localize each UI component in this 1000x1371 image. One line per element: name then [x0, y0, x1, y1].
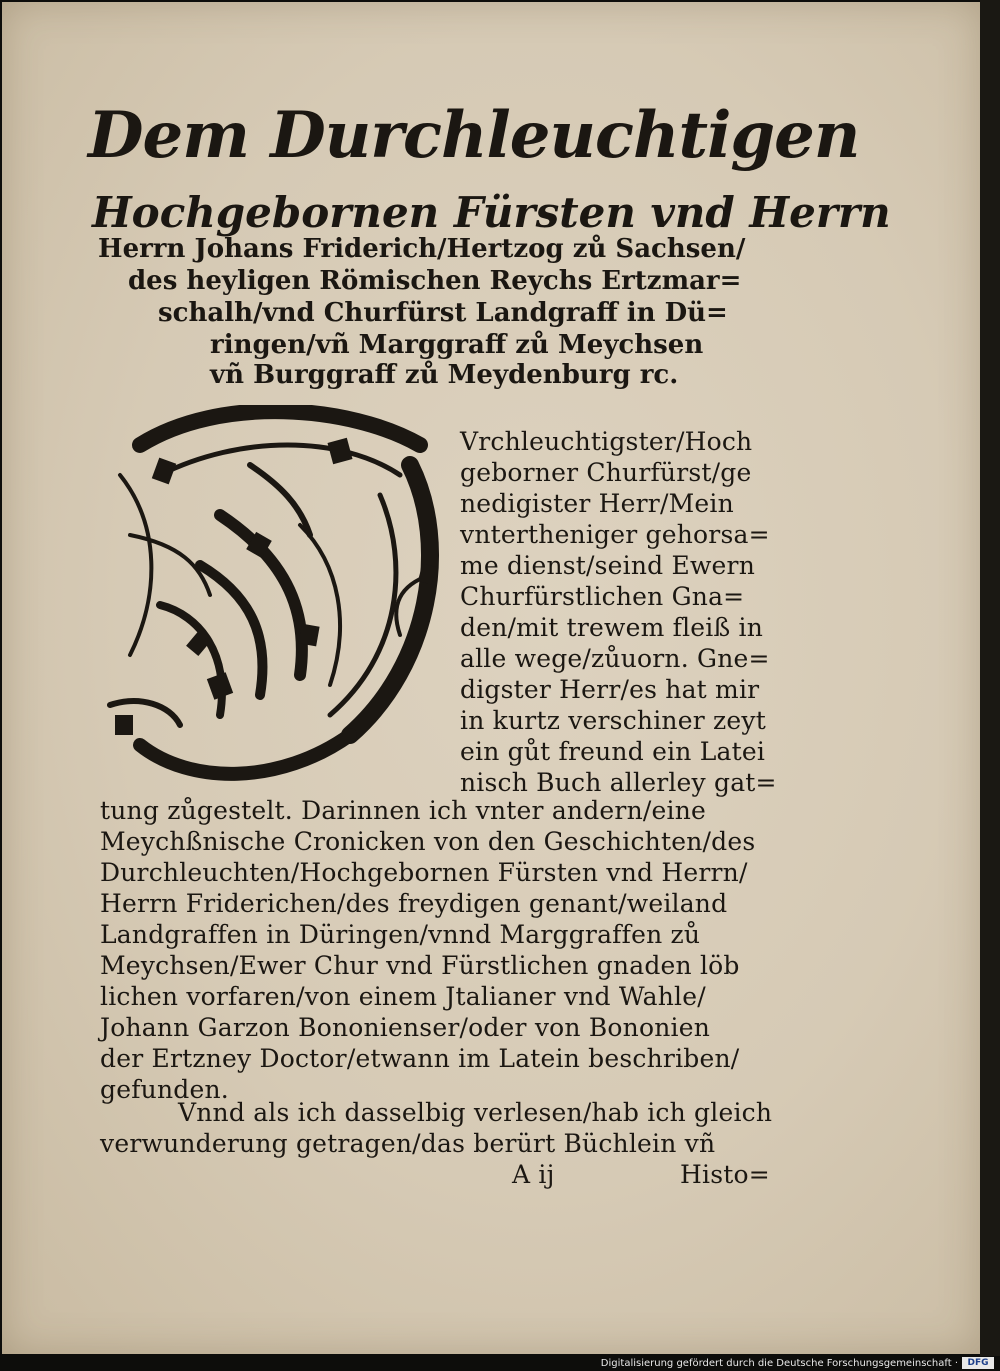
text-line-beside-5: me dienst/seind Ewern [460, 551, 756, 580]
text-line-1: tung zůgestelt. Darinnen ich vnter andern/eine [100, 796, 706, 825]
text-line-3: Durchleuchten/Hochgebornen Fürsten vnd Herrn/ [100, 858, 748, 887]
text-line-beside-4: vntertheniger gehorsa= [460, 520, 770, 549]
text-line-beside-8: alle wege/zůuorn. Gne= [460, 644, 770, 673]
heading-line-2: Hochgebornen Fürsten vnd Herrn [92, 188, 891, 237]
text-line-5: Landgraffen in Düringen/vnnd Marggraffen zů [100, 920, 701, 949]
text-line-beside-9: digster Herr/es hat mir [460, 675, 760, 704]
text-line-9: der Ertzney Doctor/etwann im Latein beschriben/ [100, 1044, 740, 1073]
paragraph2-line-2: verwunderung getragen/das berürt Büchlein vñ [100, 1129, 716, 1158]
text-line-beside-1: Vrchleuchtigster/Hoch [460, 427, 753, 456]
text-line-beside-2: geborner Churfürst/ge [460, 458, 752, 487]
decorated-initial-d [100, 405, 445, 790]
text-line-beside-7: den/mit trewem fleiß in [460, 613, 764, 642]
heading-line-7: vñ Burggraff zů Meydenburg rc. [210, 360, 679, 390]
text-line-beside-6: Churfürstlichen Gna= [460, 582, 745, 611]
page-edge [980, 0, 1000, 1356]
footer-credit: Digitalisierung gefördert durch die Deutsche Forschungsgemeinschaft · [600, 1358, 958, 1369]
heading-line-1: Dem Durchleuchtigen [88, 98, 860, 173]
text-line-7: lichen vorfaren/von einem Jtalianer vnd Wahle/ [100, 982, 706, 1011]
heading-line-5: schalh/vnd Churfürst Landgraff in Dü= [158, 298, 728, 328]
text-line-2: Meychßnische Cronicken von den Geschichten/des [100, 827, 756, 856]
heading-line-4: des heyligen Römischen Reychs Ertzmar= [128, 266, 742, 296]
catchword: Histo= [680, 1160, 770, 1189]
text-line-beside-12: nisch Buch allerley gat= [460, 768, 777, 797]
text-line-4: Herrn Friderichen/des freydigen genant/weiland [100, 889, 728, 918]
text-line-6: Meychsen/Ewer Chur vnd Fürstlichen gnaden löb [100, 951, 740, 980]
text-line-8: Johann Garzon Bononienser/oder von Bononien [100, 1013, 711, 1042]
heading-line-3: Herrn Johans Friderich/Hertzog zů Sachsen/ [98, 234, 746, 264]
signature-mark: A ij [512, 1160, 555, 1189]
text-line-10: gefunden. [100, 1075, 229, 1104]
text-line-beside-10: in kurtz verschiner zeyt [460, 706, 766, 735]
dfg-logo: DFG [962, 1357, 994, 1369]
text-line-beside-3: nedigister Herr/Mein [460, 489, 734, 518]
heading-line-6: ringen/vñ Marggraff zů Meychsen [210, 330, 704, 360]
paragraph2-line-1: Vnnd als ich dasselbig verlesen/hab ich gleich [178, 1098, 773, 1127]
text-line-beside-11: ein gůt freund ein Latei [460, 737, 766, 766]
